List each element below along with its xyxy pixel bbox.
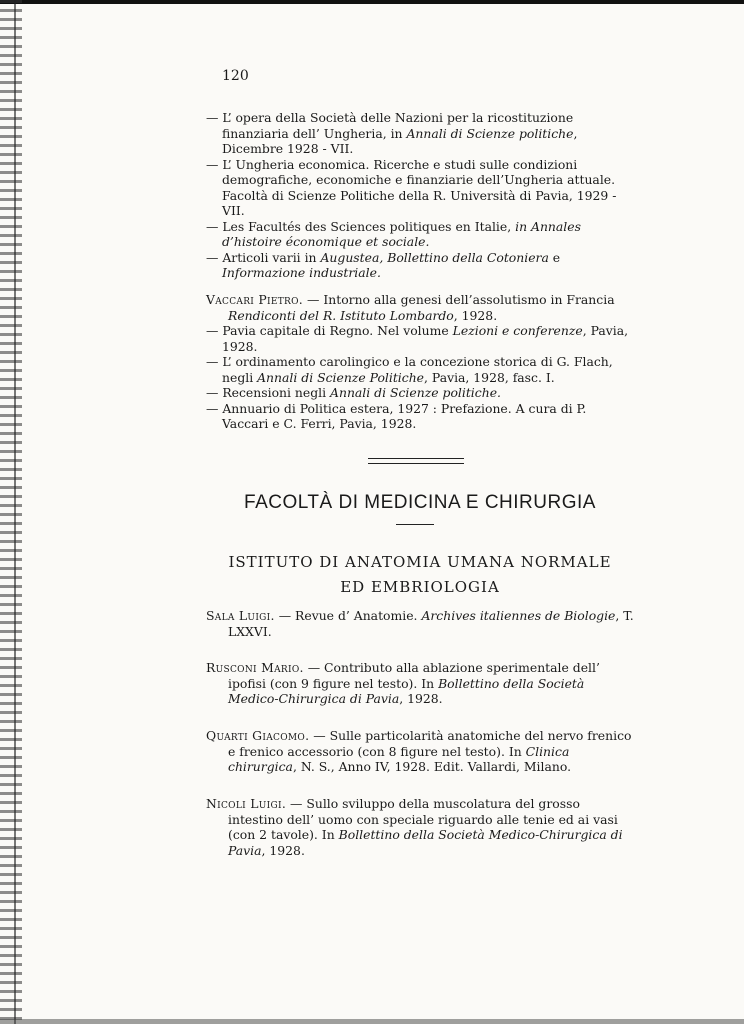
italic-title: Rendiconti del R. Istituto Lombardo	[228, 307, 454, 323]
author-name: Sala Luigi.	[206, 608, 275, 623]
continued-bibliography	[206, 110, 634, 281]
bib-text: — Sulle particolarità anatomiche del nervo frenico e frenico accessorio (con 8 figure nel testo). In Clinica chirurgica, N. S., Anno IV, 1928. Edit. Vallardi, Milano.	[228, 728, 632, 774]
scan-bottom-edge	[0, 1019, 744, 1024]
italic-title: Augustea, Bollettino della Cotoniera	[320, 249, 549, 265]
bib-item: — L’ opera della Società delle Nazioni per la ricostituzione finanziaria dell’ Ungheria, in Annali di Scienze politiche, Dicembre 1928 - VII.	[206, 110, 578, 156]
author-name: Vaccari Pietro.	[206, 292, 304, 307]
bib-entry	[206, 292, 634, 323]
vaccari-bibliography	[206, 292, 634, 432]
italic-title: Bollettino della Società Medico-Chirurgica di Pavia	[228, 675, 585, 706]
bib-item: — Les Facultés des Sciences politiques en Italie, in Annales d’histoire économique et sociale.	[206, 218, 581, 249]
bib-item: — L’ Ungheria economica. Ricerche e studi sulle condizioni demografiche, economiche e finanziarie dell’Ungheria attuale. Facoltà di Scienze Politiche della R. Università di Pavia, 1929 - VII.	[206, 156, 617, 218]
bib-item: — Pavia capitale di Regno. Nel volume Lezioni e conferenze, Pavia, 1928.	[206, 323, 629, 354]
page-number: 120	[222, 68, 249, 84]
section-divider	[368, 458, 464, 464]
publication-entry	[206, 796, 634, 858]
institute-title-line: ED EMBRIOLOGIA	[340, 578, 500, 596]
author-name: Nicoli Luigi.	[206, 796, 287, 811]
italic-title: Clinica chirurgica	[228, 743, 570, 774]
italic-title: Annali di Scienze politiche.	[330, 385, 501, 400]
institute-title-line: ISTITUTO DI ANATOMIA UMANA NORMALE	[228, 553, 612, 571]
author-name: Quarti Giacomo.	[206, 728, 310, 743]
bib-text: — Intorno alla genesi dell’assolutismo in Francia Rendiconti del R. Istituto Lombardo, 1928.	[228, 292, 615, 323]
scan-left-line	[14, 0, 16, 1024]
publication-entry	[206, 660, 634, 707]
bib-text: — Sullo sviluppo della muscolatura del grosso intestino dell’ uomo con speciale riguardo alle tenie ed ai vasi (con 2 tavole). In Bollettino della Società Medico-Chirurgica di Pavia, 1928.	[228, 796, 623, 858]
institute-title	[206, 550, 634, 600]
italic-title: Lezioni e conferenze	[452, 323, 583, 338]
publication-entry	[206, 728, 634, 775]
italic-title: Archives italiennes de Biologie	[421, 608, 616, 623]
scan-left-edge	[0, 0, 22, 1024]
bib-text: — Contributo alla ablazione sperimentale dell’ ipofisi (con 9 figure nel testo). In Bollettino della Società Medico-Chirurgica di Pavia, 1928.	[228, 660, 600, 706]
bib-text: — Revue d’ Anatomie. Archives italiennes de Biologie, T. LXXVI.	[228, 608, 634, 639]
title-underline	[396, 524, 434, 525]
italic-title: Annali di Scienze politiche	[406, 125, 574, 141]
italic-title: Informazione industriale.	[222, 265, 381, 280]
italic-title: Bollettino della Società Medico-Chirurgica di Pavia	[228, 827, 623, 858]
bib-item: — Annuario di Politica estera, 1927 : Prefazione. A cura di P. Vaccari e C. Ferri, Pavia, 1928.	[206, 400, 587, 431]
italic-title: Annali di Scienze Politiche	[257, 369, 425, 385]
author-name: Rusconi Mario.	[206, 660, 304, 675]
scan-top-border	[0, 0, 744, 4]
italic-title: in Annales d’histoire économique et sociale.	[222, 218, 581, 249]
publication-entry	[206, 608, 634, 639]
bib-item: — Articoli varii in Augustea, Bollettino della Cotoniera e Informazione industriale.	[206, 249, 561, 280]
faculty-title: FACOLTÀ DI MEDICINA E CHIRURGIA	[244, 492, 596, 513]
bib-item: — L’ ordinamento carolingico e la concezione storica di G. Flach, negli Annali di Scienze Politiche, Pavia, 1928, fasc. I.	[206, 354, 613, 385]
bib-item: — Recensioni negli Annali di Scienze politiche.	[206, 385, 501, 400]
